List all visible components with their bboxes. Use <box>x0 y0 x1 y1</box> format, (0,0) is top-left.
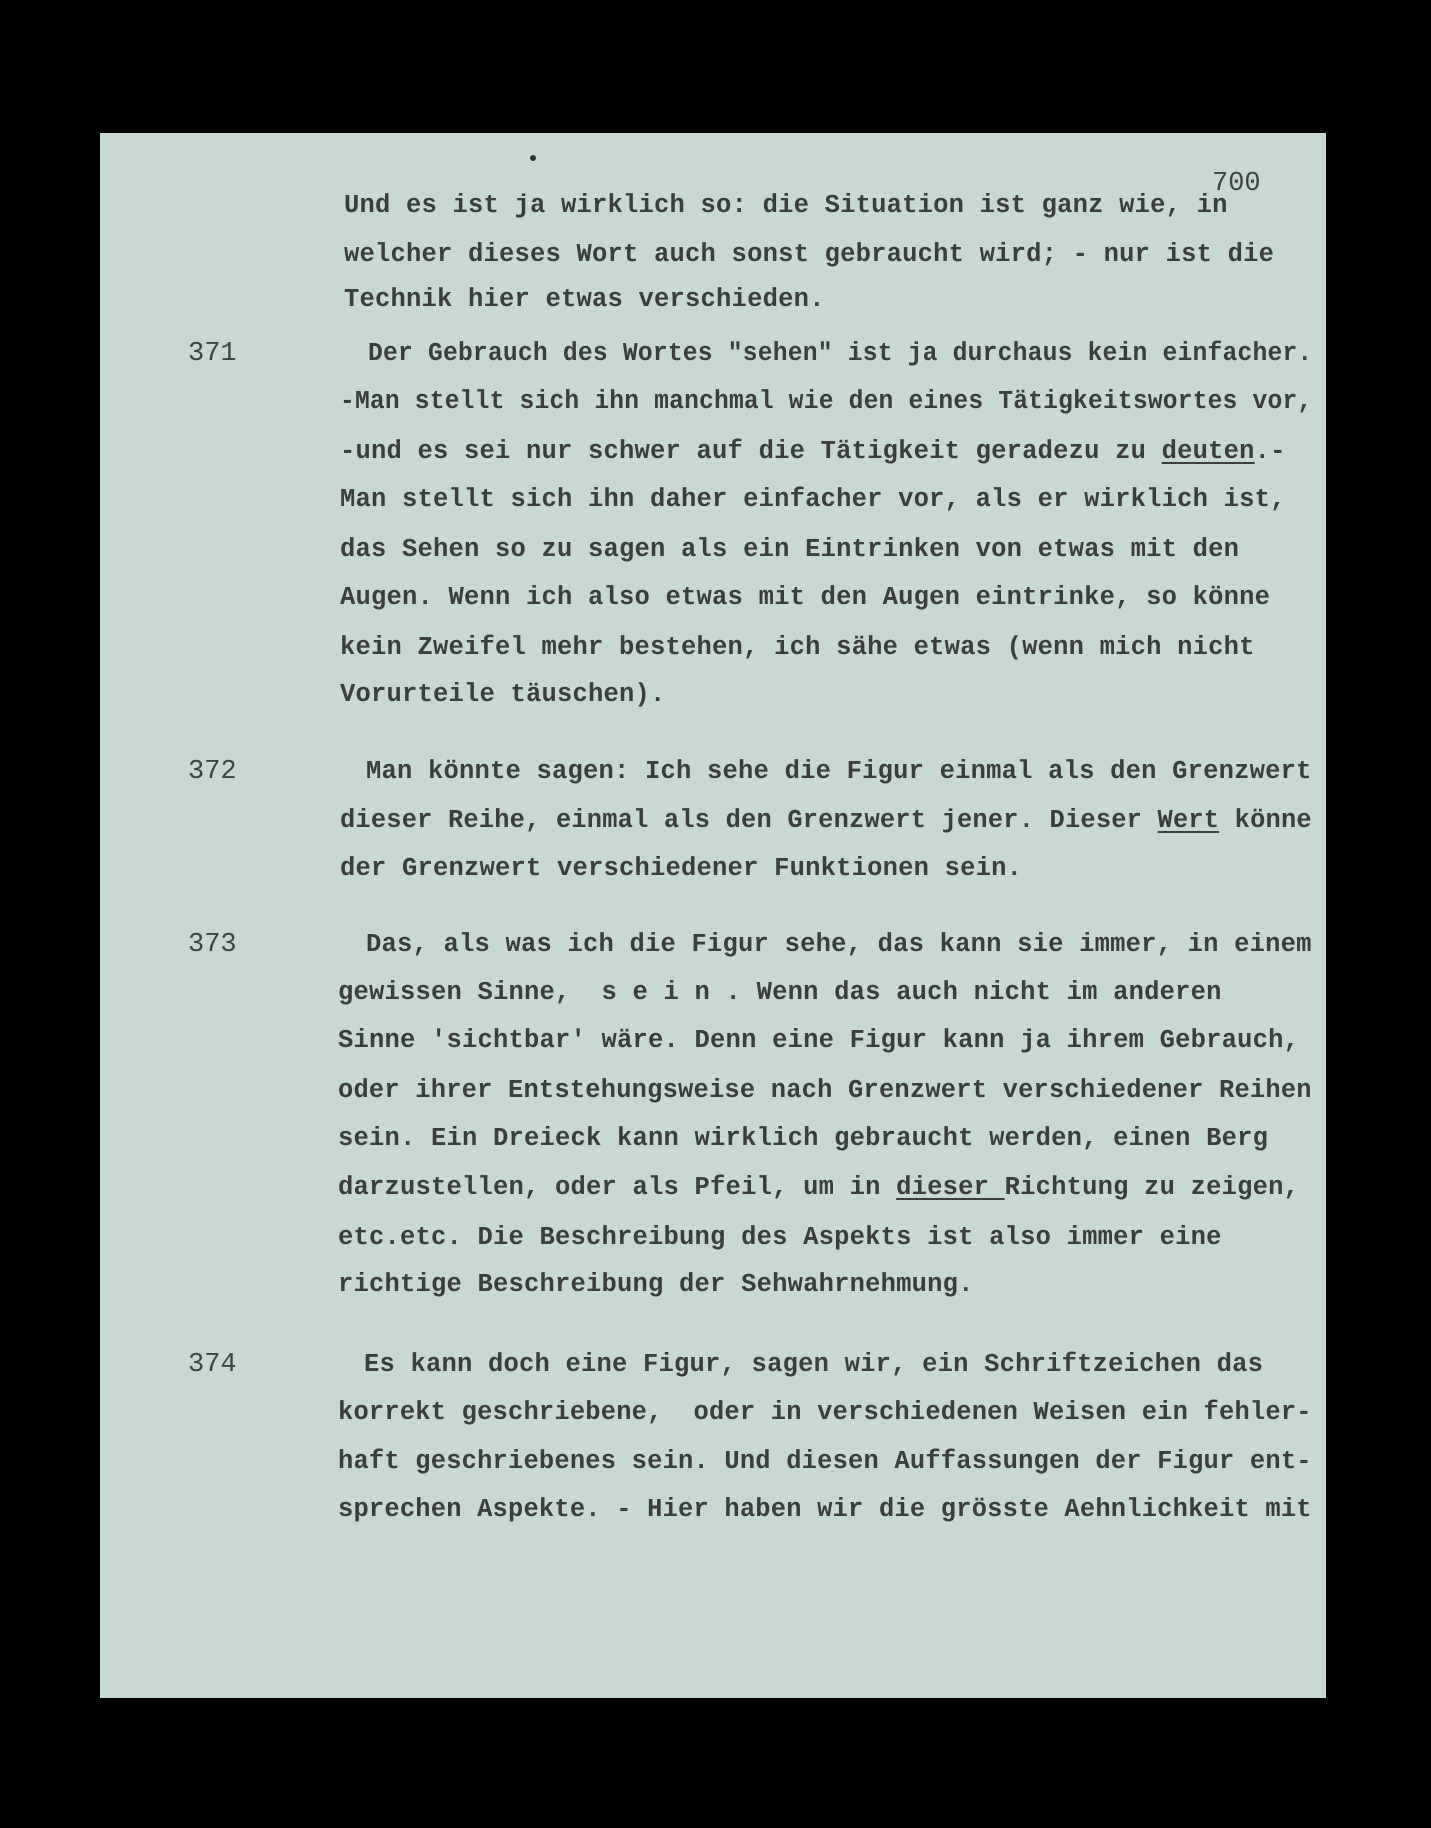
line-text: dieser Reihe, einmal als den Grenzwert jener. Dieser <box>340 806 1158 835</box>
underlined-word: deuten <box>1161 437 1255 466</box>
line-text: Technik hier etwas verschieden. <box>344 285 825 314</box>
typescript-page <box>100 133 1326 1698</box>
page-number: 700 <box>1212 169 1261 199</box>
line-text: Es kann doch eine Figur, sagen wir, ein Schriftzeichen das <box>364 1350 1264 1379</box>
line-text: kein Zweifel mehr bestehen, ich sähe etwas (wenn mich nicht <box>340 633 1255 662</box>
text-line <box>340 387 1312 417</box>
line-text: Und es ist ja wirklich so: die Situation ist ganz wie, in <box>344 191 1228 220</box>
line-text: gewissen Sinne, s e i n . Wenn das auch nicht im anderen <box>338 978 1222 1007</box>
line-text-tail: könne <box>1219 806 1312 835</box>
line-text: darzustellen, oder als Pfeil, um in <box>338 1173 897 1202</box>
text-line <box>340 854 1022 884</box>
line-text: Man stellt sich ihn daher einfacher vor, als er wirklich ist, <box>340 485 1286 514</box>
paragraph-number: 374 <box>188 1350 237 1380</box>
line-text: Man könnte sagen: Ich sehe die Figur einmal als den Grenzwert <box>366 757 1312 786</box>
line-text: das Sehen so zu sagen als ein Eintrinken von etwas mit den <box>340 535 1240 564</box>
text-line <box>344 285 825 315</box>
line-text: haft geschriebenes sein. Und diesen Auffassungen der Figur ent- <box>338 1447 1312 1476</box>
text-line <box>366 757 1312 787</box>
line-text: sein. Ein Dreieck kann wirklich gebraucht werden, einen Berg <box>338 1124 1269 1153</box>
line-text: der Grenzwert verschiedener Funktionen sein. <box>340 854 1023 883</box>
text-line <box>338 1447 1312 1477</box>
line-text-tail: Richtung zu zeigen, <box>1004 1173 1300 1202</box>
line-text-tail: .- <box>1254 437 1286 466</box>
line-text: Augen. Wenn ich also etwas mit den Augen eintrinke, so könne <box>340 583 1271 612</box>
text-line <box>338 1076 1312 1106</box>
text-line <box>338 1398 1312 1428</box>
text-line <box>340 583 1270 613</box>
text-line <box>340 485 1286 515</box>
line-text: korrekt geschriebene, oder in verschiedenen Weisen ein fehler- <box>338 1398 1312 1427</box>
text-line <box>338 1124 1268 1154</box>
text-line <box>366 930 1312 960</box>
text-line <box>344 191 1228 221</box>
line-text: Sinne 'sichtbar' wäre. Denn eine Figur kann ja ihrem Gebrauch, <box>338 1026 1300 1055</box>
text-line <box>338 978 1222 1008</box>
underlined-word: Wert <box>1157 806 1220 835</box>
text-line <box>368 339 1312 369</box>
text-line <box>338 1495 1312 1525</box>
text-line <box>344 240 1274 270</box>
paragraph-number: 371 <box>188 339 237 369</box>
text-line <box>338 1270 974 1300</box>
text-line <box>338 1173 1299 1203</box>
text-line <box>340 633 1255 663</box>
line-text: oder ihrer Entstehungsweise nach Grenzwert verschiedener Reihen <box>338 1076 1312 1105</box>
text-line <box>340 806 1312 836</box>
line-text: Vorurteile täuschen). <box>340 680 666 709</box>
line-text: etc.etc. Die Beschreibung des Aspekts ist also immer eine <box>338 1223 1222 1252</box>
text-line <box>340 437 1286 467</box>
line-text: -und es sei nur schwer auf die Tätigkeit geradezu zu <box>340 437 1162 466</box>
line-text: -Man stellt sich ihn manchmal wie den eines Tätigkeitswortes vor, <box>340 387 1313 416</box>
text-line <box>338 1026 1299 1056</box>
text-line <box>340 535 1239 565</box>
line-text: Der Gebrauch des Wortes "sehen" ist ja durchaus kein einfacher. <box>368 339 1313 368</box>
paragraph-number: 372 <box>188 757 237 787</box>
line-text: Das, als was ich die Figur sehe, das kann sie immer, in einem <box>366 930 1312 959</box>
text-line <box>338 1223 1222 1253</box>
text-line <box>340 680 666 710</box>
line-text: sprechen Aspekte. - Hier haben wir die grösste Aehnlichkeit mit <box>338 1495 1312 1524</box>
underlined-word: dieser <box>896 1173 1005 1202</box>
paragraph-number: 373 <box>188 930 237 960</box>
text-line <box>364 1350 1263 1380</box>
ink-speck <box>530 155 536 161</box>
line-text: richtige Beschreibung der Sehwahrnehmung. <box>338 1270 974 1299</box>
line-text: welcher dieses Wort auch sonst gebraucht wird; - nur ist die <box>344 240 1275 269</box>
